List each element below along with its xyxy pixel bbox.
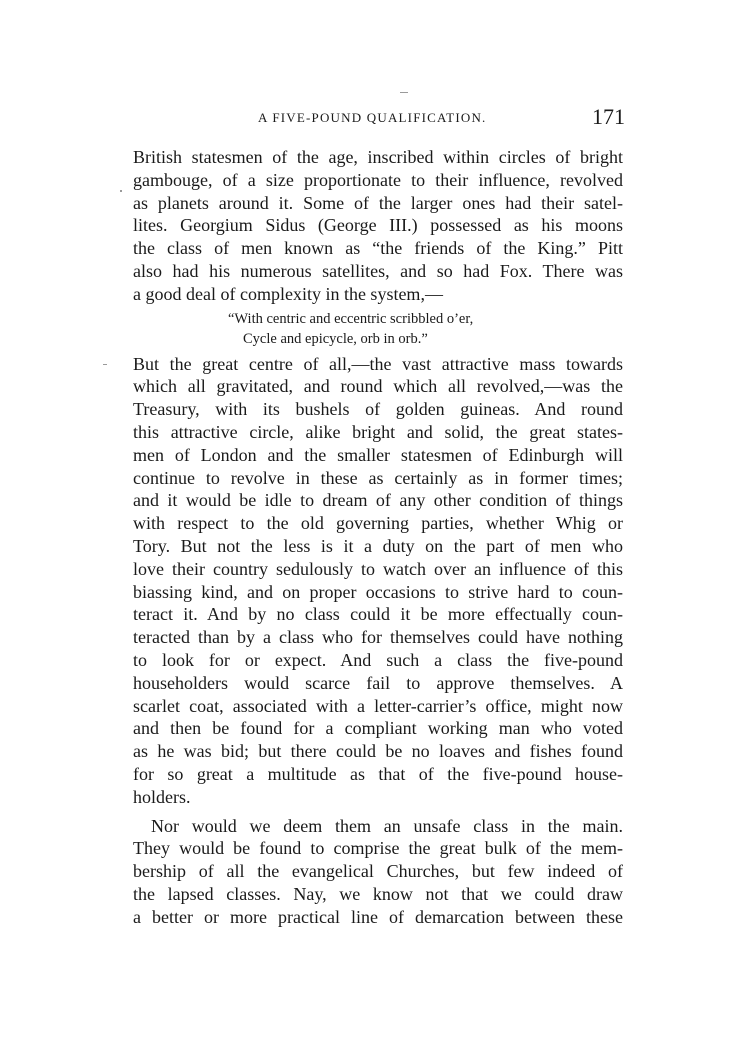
text-line: as planets around it. Some of the larger ones had their satel- (133, 192, 623, 213)
quote-line: “With centric and eccentric scribbled o’er, (228, 310, 474, 327)
text-line: continue to revolve in these as certainly as in former times; (133, 467, 623, 488)
text-line: as he was bid; but there could be no loaves and fishes found (133, 741, 623, 762)
text-line: men of London and the smaller statesmen of Edinburgh will (133, 444, 623, 465)
print-speck (400, 92, 408, 93)
text-line: Nor would we deem them an unsafe class in the main. (151, 815, 623, 836)
text-line: with respect to the old governing parties, whether Whig or (133, 513, 623, 534)
text-line: Tory. But not the less is it a duty on the part of men who (133, 535, 623, 556)
quote-line: Cycle and epicycle, orb in orb.” (243, 330, 428, 347)
text-line: for so great a multitude as that of the five-pound house- (133, 763, 623, 784)
page-number: 171 (592, 104, 625, 129)
text-line: But the great centre of all,—the vast attractive mass towards (133, 353, 623, 374)
text-line: bership of all the evangelical Churches, but few indeed of (133, 861, 623, 882)
text-line: a better or more practical line of demarcation between these (133, 906, 623, 927)
paragraph (133, 146, 623, 306)
running-head (130, 104, 625, 132)
text-line: teract it. And by no class could it be more effectually coun- (133, 604, 623, 625)
paragraph (133, 815, 623, 929)
body-text (133, 146, 623, 929)
text-line: gambouge, of a size proportionate to their influence, revolved (133, 169, 623, 190)
paragraph (133, 353, 623, 809)
text-line: lites. Georgium Sidus (George III.) possessed as his moons (133, 215, 623, 236)
print-speck (103, 364, 107, 365)
text-line: a good deal of complexity in the system,— (133, 283, 443, 304)
text-line: teracted than by a class who for themselves could have nothing (133, 627, 623, 648)
text-line: also had his numerous satellites, and so had Fox. There was (133, 260, 623, 281)
text-line: Treasury, with its bushels of golden guineas. And round (133, 399, 623, 420)
text-line: and it would be idle to dream of any other condition of things (133, 490, 623, 511)
text-line: householders would scarce fail to approve themselves. A (133, 672, 623, 693)
running-title: A FIVE-POUND QUALIFICATION. (258, 110, 487, 125)
text-line: biassing kind, and on proper occasions to strive hard to coun- (133, 581, 623, 602)
verse-quotation (133, 309, 623, 349)
print-speck (120, 190, 122, 192)
text-line: love their country sedulously to watch over an influence of this (133, 558, 623, 579)
text-line: holders. (133, 786, 191, 807)
text-line: scarlet coat, associated with a letter-carrier’s office, might now (133, 695, 623, 716)
text-line: and then be found for a compliant working man who voted (133, 718, 623, 739)
text-line: the lapsed classes. Nay, we know not that we could draw (133, 883, 623, 904)
text-line: the class of men known as “the friends of the King.” Pitt (133, 238, 623, 259)
text-line: British statesmen of the age, inscribed within circles of bright (133, 147, 623, 167)
text-line: They would be found to comprise the great bulk of the mem- (133, 838, 623, 859)
text-line: this attractive circle, alike bright and solid, the great states- (133, 421, 623, 442)
text-line: to look for or expect. And such a class the five-pound (133, 649, 623, 670)
text-line: which all gravitated, and round which all revolved,—was the (133, 376, 623, 397)
